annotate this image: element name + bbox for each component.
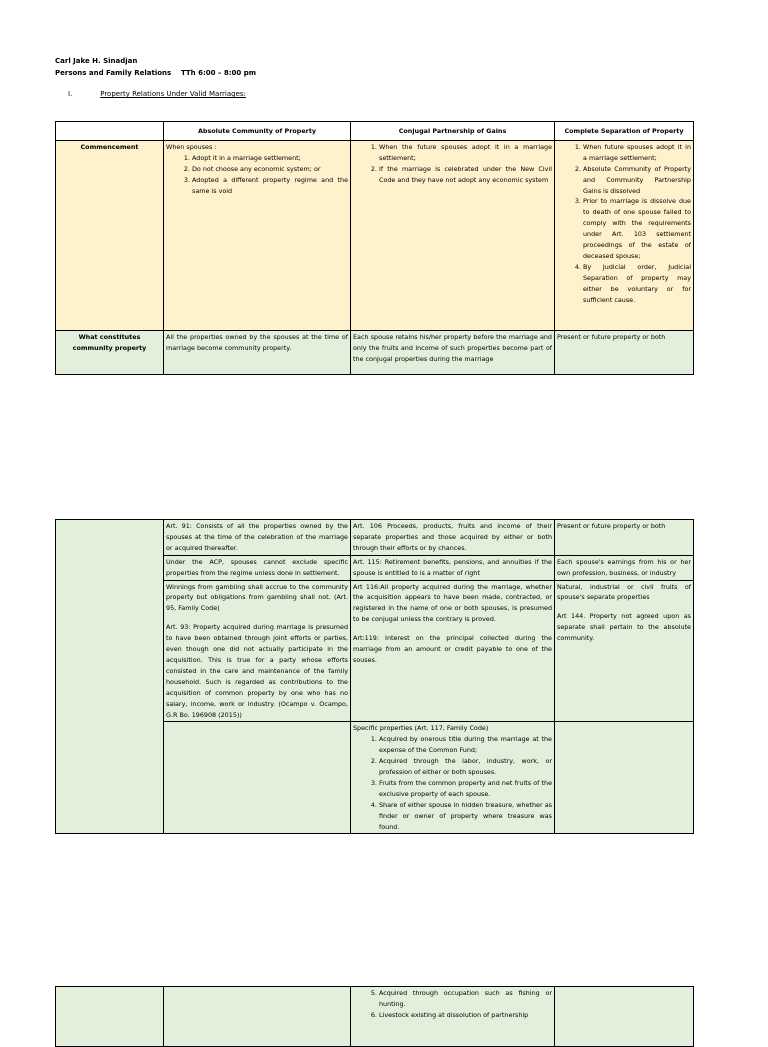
- comparison-table-page2: [55, 519, 694, 834]
- paragraph: Natural, industrial or civil fruits of spouse's separate properties: [557, 582, 691, 602]
- commencement-acp: [164, 140, 351, 330]
- community-property-row: [56, 330, 694, 374]
- row3-cpg: [351, 580, 555, 722]
- csp-cell-empty: [555, 987, 694, 1047]
- paragraph: Art:119: Interest on the principal collected during the marriage from an amount or credit payable to one of the souses.: [353, 634, 552, 664]
- list-item: 4. Share of either spouse in hidden treasure, whether as finder or owner of property where treasure was found.: [379, 800, 552, 833]
- paragraph: Art 144. Property not agreed upon as separate shall pertain to the absolute community.: [557, 612, 691, 643]
- list-item: 2. Absolute Community of Property and Community Partnership Gains is dissolved: [583, 164, 691, 197]
- paragraph: Art. 93: Property acquired during marriage is presumed to have been obtained through joint efforts or parties, even though one did not actually participate in the acquisition. This is true for a party whose efforts consisted in the care and maintenance of the family household. Such is regarded as contributions to the acquisition of common property by one who has no salary, income, work or industry. (Ocampo v. Ocampo, G.R Bo. 196908 (2015)): [166, 623, 348, 719]
- row4-csp-empty: [555, 722, 694, 834]
- table-row: [56, 987, 694, 1047]
- paragraph: Winnings from gambling shall accrue to the community property but obligations from gambling shall not. (Art. 95, Family Code): [166, 582, 348, 613]
- row1-cpg: Art. 106 Proceeds, products, fruits and income of their separate properties and those acquired by either or both through their efforts or by chances.: [351, 520, 555, 556]
- community-cpg: Each spouse retains his/her property before the marriage and only the fruits and income of such properties become part of the conjugal properties during the marriage: [351, 330, 555, 374]
- row4-acp-empty: [164, 722, 351, 834]
- list-item: 4. By Judicial order, Judicial Separation of property may either be voluntary or for sufficient cause.: [583, 262, 691, 306]
- header-acp: Absolute Community of Property: [164, 122, 351, 141]
- comparison-table-page1: [55, 121, 694, 375]
- row3-csp: [555, 580, 694, 722]
- list-item: 1. Adopt it in a marriage settlement;: [192, 153, 348, 164]
- community-property-label: What constitutes community property: [56, 330, 164, 374]
- list-item: 2. If the marriage is celebrated under the New Civil Code and they have not adopt any economic system: [379, 164, 552, 186]
- list-item: 2. Acquired through the labor, industry, work, or profession of either or both spouses.: [379, 756, 552, 778]
- commencement-acp-intro: When spouses :: [166, 142, 217, 151]
- table-row: [56, 520, 694, 556]
- row3-acp: [164, 580, 351, 722]
- acp-cell-empty: [164, 987, 351, 1047]
- table-header-row: [56, 122, 694, 141]
- row1-acp: Art. 91: Consists of all the properties owned by the spouses at the time of the celebration of the marriage or acquired thereafter.: [164, 520, 351, 556]
- header-csp: Complete Separation of Property: [555, 122, 694, 141]
- comparison-table-page3: [55, 986, 694, 1047]
- list-item: 3. Adopted a different property regime and the same is void: [192, 175, 348, 197]
- row2-cpg: Art. 115: Retirement benefits, pensions, and annuities if the spouse is entitled to is a matter of right: [351, 555, 555, 580]
- list-item: 1. When future spouses adopt it in a marriage settlement;: [583, 142, 691, 164]
- label-cell-empty: [56, 520, 164, 834]
- section-title: Property Relations Under Valid Marriages:: [100, 90, 246, 98]
- row4-cpg: [351, 722, 555, 834]
- section-number: I.: [68, 90, 73, 98]
- list-item: 1. Acquired by onerous title during the marriage at the expense of the Common Fund;: [379, 734, 552, 756]
- cpg-continued: [351, 987, 555, 1047]
- document-header: [55, 55, 256, 79]
- commencement-cpg: [351, 140, 555, 330]
- author-name: Carl Jake H. Sinadjan: [55, 57, 138, 65]
- community-csp: Present or future property or both: [555, 330, 694, 374]
- list-item: 3. Prior to marriage is dissolve due to death of one spouse failed to comply with the requirements under Art. 103 settlement proceedings of the estate of deceased spouse;: [583, 196, 691, 261]
- row2-acp: Under the ACP, spouses cannot exclude specific properties from the regime unless done in settlement.: [164, 555, 351, 580]
- row2-csp: Each spouse's earnings from his or her own profession, business, or industry: [555, 555, 694, 580]
- community-acp: All the properties owned by the spouses at the time of marriage become community property.: [164, 330, 351, 374]
- paragraph: Art 116:All property acquired during the marriage, whether the acquisition appears to have been made, contracted, or registered in the name of one or both spouses, is presumed to be conjugal unless the contrary is proved.: [353, 582, 552, 624]
- commencement-row: [56, 140, 694, 330]
- header-empty: [56, 122, 164, 141]
- list-item: 5. Acquired through occupation such as fishing or hunting.: [379, 988, 552, 1010]
- specific-properties-intro: Specific properties (Art. 117, Family Code): [353, 724, 489, 733]
- commencement-csp: [555, 140, 694, 330]
- list-item: 3. Fruits from the common property and net fruits of the exclusive property of each spouse.: [379, 778, 552, 800]
- commencement-label: Commencement: [56, 140, 164, 330]
- row1-csp: Present or future property or both: [555, 520, 694, 556]
- label-cell-empty: [56, 987, 164, 1047]
- list-item: 2. Do not choose any economic system; or: [192, 164, 348, 175]
- header-cpg: Conjugal Partnership of Gains: [351, 122, 555, 141]
- list-item: 1. When the future spouses adopt it in a marriage settlement;: [379, 142, 552, 164]
- list-item: 6. Livestock existing at dissolution of partnership: [379, 1010, 552, 1021]
- section-heading: [68, 88, 246, 100]
- course-info: Persons and Family Relations TTh 6:00 – 8:00 pm: [55, 69, 257, 77]
